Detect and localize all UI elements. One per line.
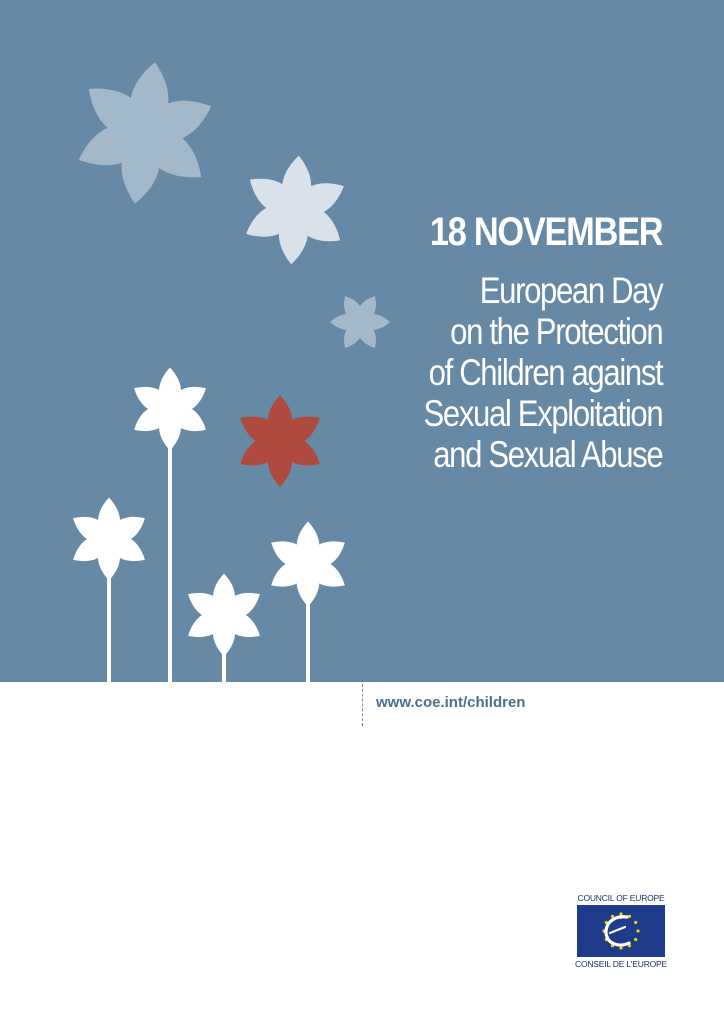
white-flower bbox=[129, 368, 212, 451]
event-date: 18 NOVEMBER bbox=[429, 210, 662, 254]
event-title-line: Sexual Exploitation bbox=[423, 393, 662, 434]
white-flower bbox=[266, 522, 351, 607]
flower-stem bbox=[168, 410, 172, 682]
large-faded-flower bbox=[64, 52, 225, 213]
logo-top-text: COUNCIL OF EUROPE bbox=[577, 893, 665, 903]
logo-bottom-text: CONSEIL DE L'EUROPE bbox=[575, 959, 667, 969]
white-flower bbox=[183, 574, 266, 657]
white-flower bbox=[68, 498, 151, 581]
event-title bbox=[423, 270, 662, 475]
red-flower bbox=[234, 395, 326, 487]
council-of-europe-logo bbox=[575, 893, 667, 969]
headline-block bbox=[378, 208, 662, 475]
light-flower bbox=[237, 152, 353, 268]
event-title-line: European Day bbox=[479, 270, 662, 311]
dashed-divider bbox=[362, 684, 363, 726]
event-title-line: on the Protection bbox=[449, 311, 662, 352]
event-title-line: and Sexual Abuse bbox=[432, 434, 662, 475]
event-title-line: of Children against bbox=[428, 352, 662, 393]
website-link[interactable]: www.coe.int/children bbox=[376, 694, 526, 711]
council-of-europe-emblem-icon bbox=[577, 905, 665, 957]
